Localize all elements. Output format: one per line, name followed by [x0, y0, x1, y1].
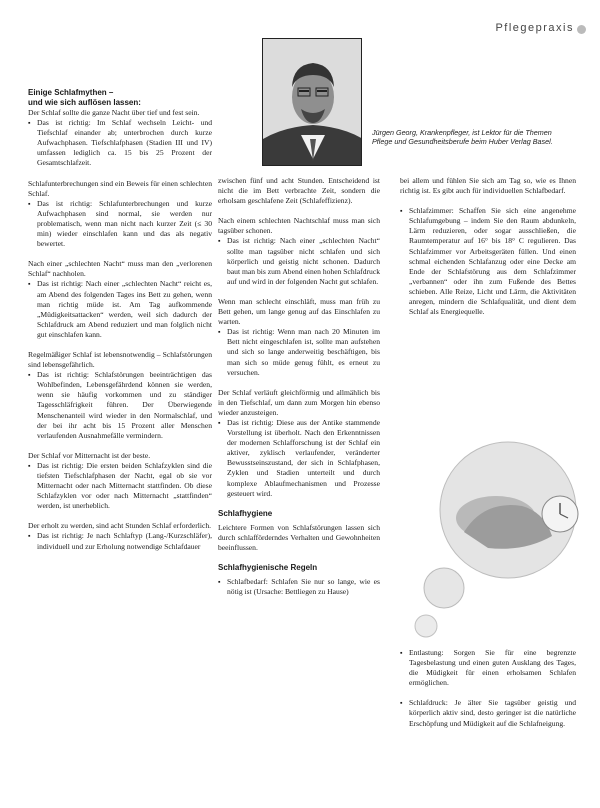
myth-correction: ▪ Das ist richtig: Schlafstörungen beeinträchtigen das Wohlbefinden, Lebensgefährdend können sie werden, wenn sie häufig vorkommen und zu ständiger Tagesschläfrigkeit führen. Der Überwiegende Menschenanteil wird wieder in den Normalschlaf, und der bei ihr acht bis 15 Prozent aller Menschen verlaufenden Ausnahmefälle vermindern. — [28, 370, 212, 441]
myth-correction: ▪ Das ist richtig: Wenn man nach 20 Minuten im Bett nicht eingeschlafen ist, sollte man aufstehen und sich so lange anderweitig beschäftigen, bis man sich so müde genug fühlt, es erneut zu versuchen. — [218, 327, 380, 377]
myth-correction: ▪ Das ist richtig: Im Schlaf wechseln Leicht- und Tiefschlaf einander ab; unterbrochen durch kurze Aufwachphasen. Tiefschlafphasen (Stadien III und IV) umfassen lediglich ca. 15 bis 25 Prozent der Gesamtschlafzeit. — [28, 118, 212, 168]
column-1 — [28, 88, 212, 562]
column-2 — [218, 176, 380, 597]
myth-correction: ▪ Das ist richtig: Je nach Schlaftyp (Lang-/Kurzschläfer), individuell und zur Erholung notwendige Schlafdauer — [28, 531, 212, 551]
subheading-regeln: Schlafhygienische Regeln — [218, 563, 318, 573]
myth-lead: Der erholt zu werden, sind acht Stunden Schlaf erforderlich. — [28, 521, 212, 531]
column-3-lower — [400, 648, 576, 729]
myth-lead: Der Schlaf sollte die ganze Nacht über tief und fest sein. — [28, 108, 200, 117]
myth-lead: Wenn man schlecht einschläft, muss man früh zu Bett gehen, um lange genug auf das Einschlafen zu warten. — [218, 296, 380, 327]
section-rubric: Pflegepraxis — [495, 22, 574, 34]
continued-text: bei allem und fühlen Sie sich am Tag so, wie es Ihnen richtig ist. Es gibt auch für individuellen Schlafbedarf. — [400, 176, 576, 196]
myth-lead: Schlafunterbrechungen sind ein Beweis für einen schlechten Schlaf. — [28, 178, 212, 198]
myth-correction: ▪ Das ist richtig: Nach einer „schlechten Nacht“ reicht es, am Abend des folgenden Tages ins Bett zu gehen, wenn man richtig müde ist. Am Tag aufkommende „Müdigkeitsattacken“ werden, weil sich dadurch der Schlafdruck am Abend reduziert und man folglich nicht gut einschlafen kann. — [28, 279, 212, 340]
myth-lead: Nach einem schlechten Nachtschlaf muss man sich tagsüber schonen. — [218, 216, 380, 236]
subheading-schlafhygiene: Schlafhygiene — [218, 508, 273, 518]
sleep-illustration — [404, 440, 580, 640]
myth-correction: ▪ Das ist richtig: Diese aus der Antike stammende Vorstellung ist überholt. Nach den Erkenntnissen der modernen Schlafforschung ist der Schlaf ein aktiver, zyklisch verlaufender, veränderter Bewusstseinszustand, der sich in Schlafphasen, Zyklen und Stadien unterteilt und durch komplexe Ablaufmechanismen und Prozesse gesteuert wird. — [218, 418, 380, 499]
myth-lead: Nach einer „schlechten Nacht“ muss man den „verlorenen Schlaf“ nachholen. — [28, 259, 212, 279]
myth-lead: Der Schlaf verläuft gleichförmig und allmählich bis in den Tiefschlaf, um dann zum Morgen hin ebenso wieder anzusteigen. — [218, 387, 380, 417]
intro-title-line1: Einige Schlafmythen – — [28, 88, 114, 97]
myth-correction: ▪ Das ist richtig: Nach einer „schlechten Nacht“ sollte man tagsüber nicht schlafen und sich körperlich und geistig nicht schonen. Dadurch baut man bis zum Abend einen hohen Schlafdruck auf und wird in der folgenden Nacht gut schlafen. — [218, 236, 380, 286]
rule-item: ▪ Entlastung: Sorgen Sie für eine begrenzte Tagesbelastung und einen guten Ausklang des Tages, die Müdigkeit für einen erholsamen Schlafen ermöglichen. — [400, 648, 576, 688]
hygiene-text: Leichtere Formen von Schlafstörungen lassen sich durch schlafförderndes Verhalten und Gewohnheiten beeinflussen. — [218, 522, 380, 552]
myth-lead: Regelmäßiger Schlaf ist lebensnotwendig – Schlafstörungen sind lebensgefährlich. — [28, 349, 212, 370]
rule-item: ▪ Schlafbedarf: Schlafen Sie nur so lange, wie es nötig ist (Ursache: Bettliegen zu Hause) — [218, 577, 380, 597]
portrait-illustration — [263, 39, 362, 166]
myth-correction: ▪ Das ist richtig: Die ersten beiden Schlafzyklen sind die tiefsten Tiefschlafphasen der Nacht, egal ob sie vor Mitternacht oder nach Mitternacht stattfinden. Ob diese Schlafzyklen vor oder nach Mitternacht „stattfinden“ werden, ist unerheblich. — [28, 461, 212, 511]
author-photo — [262, 38, 362, 166]
rubric-dot-icon — [577, 25, 586, 34]
rule-item: ▪ Schlafdruck: Je älter Sie tagsüber geistig und körperlich aktiv sind, desto geringer ist die natürliche Erschöpfung und Müdigkeit auf die Schlafneigung. — [400, 698, 576, 728]
intro-title-line2: und wie sich auflösen lassen: — [28, 98, 141, 107]
photo-caption: Jürgen Georg, Krankenpfleger, ist Lektor für die Themen Pflege und Gesundheitsberufe beim Huber Verlag Basel. — [372, 128, 553, 147]
continued-text: zwischen fünf und acht Stunden. Entscheidend ist nicht die im Bett verbrachte Zeit, sondern die erholsam geschlafene Zeit (Schlafeffizienz). — [218, 176, 380, 206]
myth-correction: ▪ Das ist richtig: Schlafunterbrechungen und kurze Aufwachphasen sind normal, sie werden nur problematisch, wenn man nicht nach kurzer Zeit (≤ 30 min) wieder einschlafen kann und das als negativ bewertet. — [28, 199, 212, 249]
rule-item: ▪ Schlafzimmer: Schaffen Sie sich eine angenehme Schlafumgebung – indem Sie den Raum abdunkeln, Lärm reduzieren, oder sogar ausschließen, die Raumtemperatur auf 16° bis 18° C regulieren. Das Schlafzimmer vor Arbeitsgeräten füllen. Und einen schmal eichenden Schlafanzug oder eine Decke am Ende der Schlafstörung aus dem Schlafzimmer „verbannen“ oder ihn zum Fußende des Bettes schieben. Alle Reize, Licht und Lärm, die Aktivitäten anregen, mindern die Schlafqualität, und dient dem Schlaf als Energiequelle. — [400, 206, 576, 317]
myth-lead: Der Schlaf vor Mitternacht ist der beste. — [28, 450, 151, 460]
column-3 — [400, 176, 576, 317]
